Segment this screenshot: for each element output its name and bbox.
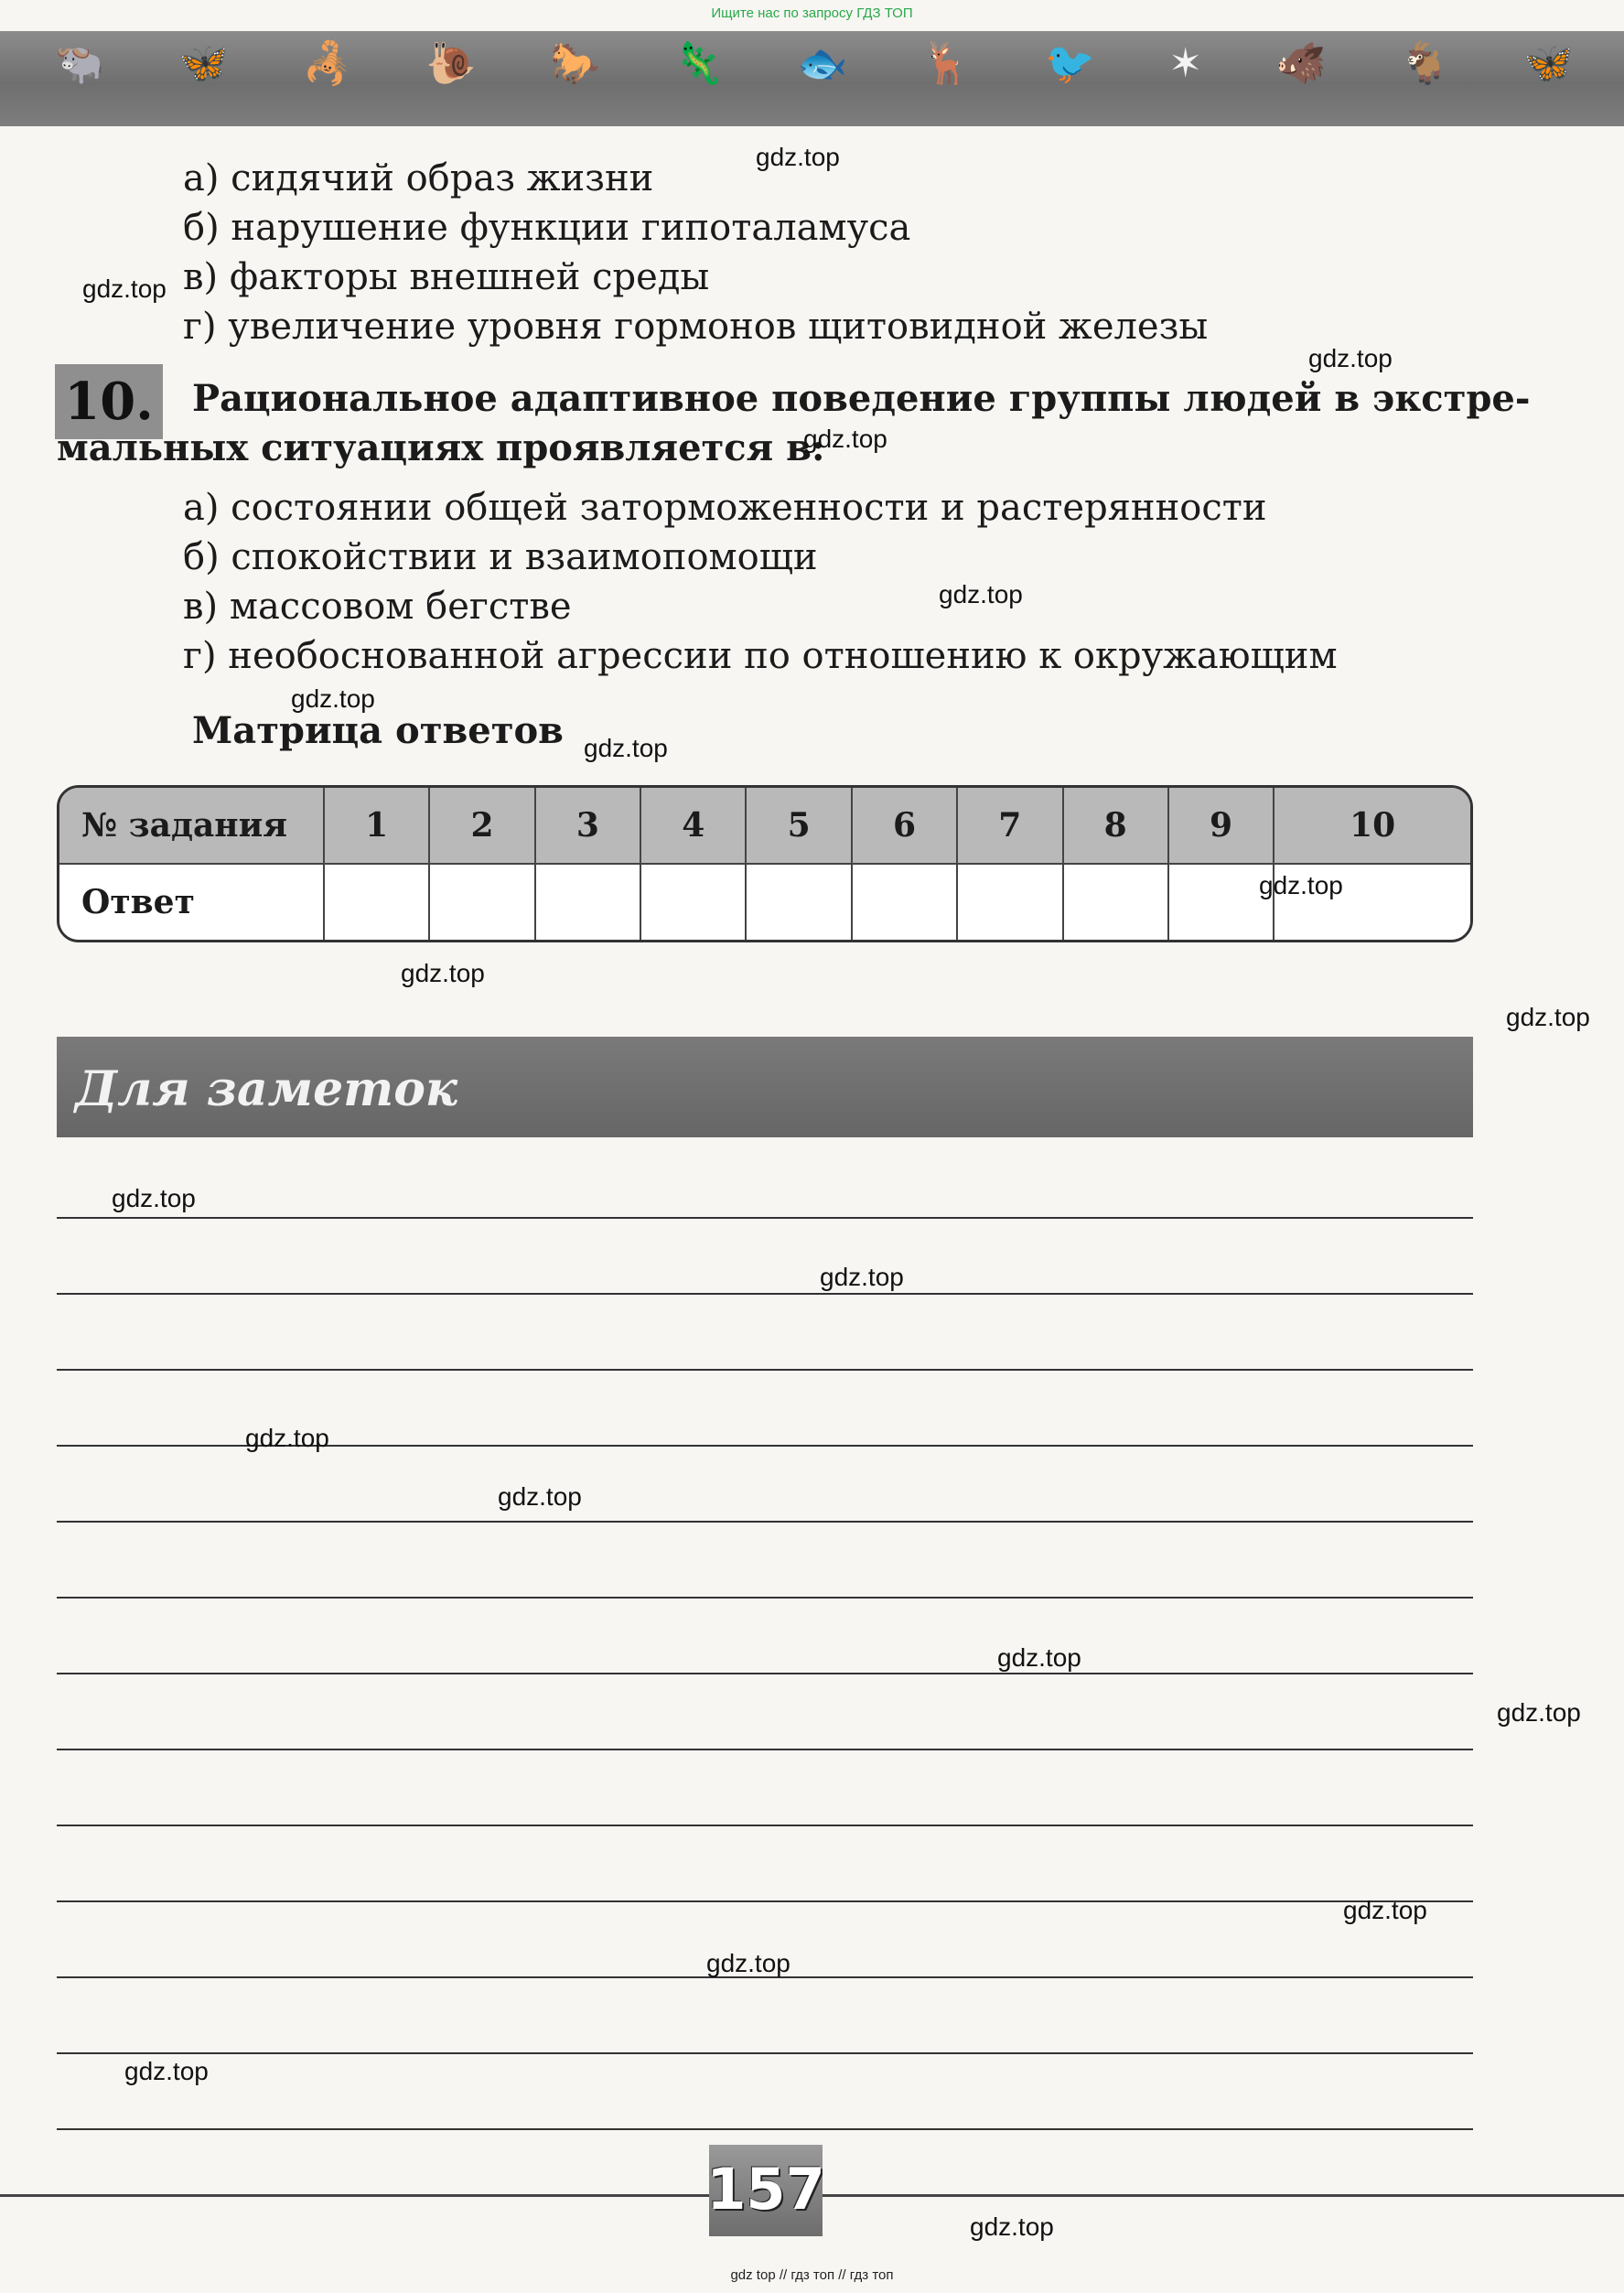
- watermark: gdz.top: [498, 1482, 582, 1511]
- note-line: [57, 2052, 1473, 2054]
- answer-cell-1[interactable]: [325, 865, 430, 940]
- scorpion-icon: 🦂: [302, 40, 353, 87]
- answer-cell-8[interactable]: [1064, 865, 1169, 940]
- watermark: gdz.top: [1343, 1896, 1427, 1924]
- q9-option-d: г) увеличение уровня гормонов щитовидной железы: [183, 306, 1209, 348]
- watermark: gdz.top: [803, 425, 887, 453]
- boar-icon: 🐗: [1275, 40, 1327, 87]
- note-line: [57, 1673, 1473, 1674]
- q9-option-a: а) сидячий образ жизни: [183, 157, 654, 199]
- task-number-2: 2: [430, 788, 535, 865]
- task-number-7: 7: [958, 788, 1063, 865]
- watermark: gdz.top: [756, 143, 840, 171]
- task-number-5: 5: [747, 788, 852, 865]
- answer-cell-3[interactable]: [536, 865, 641, 940]
- watermark: gdz.top: [245, 1424, 329, 1452]
- notes-title: Для заметок: [75, 1061, 458, 1117]
- horse-icon: 🐎: [550, 40, 600, 87]
- bottom-note: gdz top // гдз топ // гдз топ: [730, 2267, 894, 2283]
- watermark: gdz.top: [706, 1949, 790, 1977]
- task-number-1: 1: [325, 788, 430, 865]
- note-line: [57, 1597, 1473, 1599]
- butterfly-icon: 🦋: [178, 40, 230, 87]
- watermark: gdz.top: [112, 1184, 196, 1212]
- task-number-6: 6: [853, 788, 958, 865]
- note-line: [57, 1293, 1473, 1295]
- matrix-header-label: № задания: [59, 788, 325, 865]
- answer-cell-2[interactable]: [430, 865, 535, 940]
- q9-option-b: б) нарушение функции гипоталамуса: [183, 207, 911, 249]
- q10-option-a: а) состоянии общей заторможенности и растерянности: [183, 487, 1267, 529]
- watermark: gdz.top: [970, 2212, 1054, 2241]
- q10-text-line1: Рациональное адаптивное поведение группы людей в экстре-: [192, 377, 1531, 420]
- note-line: [57, 2128, 1473, 2130]
- dragonfly-icon: ✶: [1168, 40, 1203, 87]
- watermark: gdz.top: [401, 959, 485, 987]
- task-number-8: 8: [1064, 788, 1169, 865]
- matrix-title: Матрица ответов: [192, 709, 564, 752]
- q10-option-b: б) спокойствии и взаимопомощи: [183, 536, 818, 578]
- watermark: gdz.top: [584, 734, 668, 762]
- q10-option-c: в) массовом бегстве: [183, 586, 572, 628]
- task-number-4: 4: [641, 788, 747, 865]
- animal-icons-row: [55, 38, 1574, 90]
- matrix-header-row: [59, 788, 1470, 865]
- watermark: gdz.top: [1506, 1003, 1590, 1031]
- lizard-icon: 🦎: [673, 40, 725, 87]
- bison-icon: 🐃: [55, 40, 105, 87]
- q10-text-line2: мальных ситуациях проявляется в:: [57, 426, 825, 469]
- watermark: gdz.top: [1497, 1698, 1581, 1727]
- top-note: Ищите нас по запросу ГДЗ ТОП: [711, 5, 913, 21]
- page-number: 157: [706, 2155, 825, 2223]
- note-line: [57, 1217, 1473, 1219]
- watermark: gdz.top: [997, 1643, 1081, 1672]
- watermark: gdz.top: [82, 275, 167, 303]
- bird-icon: 🐦: [1045, 40, 1095, 87]
- watermark: gdz.top: [291, 684, 375, 713]
- matrix-answer-label: Ответ: [59, 865, 325, 940]
- watermark: gdz.top: [124, 2057, 209, 2085]
- snail-icon: 🐌: [425, 40, 477, 87]
- note-line: [57, 1900, 1473, 1902]
- note-line: [57, 1825, 1473, 1826]
- answer-cell-7[interactable]: [958, 865, 1063, 940]
- fish-icon: 🐟: [797, 40, 848, 87]
- note-line: [57, 1369, 1473, 1371]
- watermark: gdz.top: [939, 580, 1023, 608]
- answer-cell-6[interactable]: [853, 865, 958, 940]
- butterfly-icon: 🦋: [1523, 40, 1574, 87]
- note-line: [57, 1521, 1473, 1523]
- antelope-icon: 🐐: [1399, 40, 1450, 87]
- note-line: [57, 1749, 1473, 1750]
- q9-option-c: в) факторы внешней среды: [183, 256, 710, 298]
- task-number-10: 10: [1274, 788, 1470, 865]
- answer-cell-4[interactable]: [641, 865, 747, 940]
- watermark: gdz.top: [820, 1263, 904, 1291]
- question-number: 10.: [55, 364, 163, 439]
- answer-cell-5[interactable]: [747, 865, 852, 940]
- task-number-3: 3: [536, 788, 641, 865]
- watermark: gdz.top: [1259, 871, 1343, 899]
- deer-icon: 🦌: [920, 40, 972, 87]
- task-number-9: 9: [1169, 788, 1274, 865]
- watermark: gdz.top: [1308, 344, 1393, 372]
- q10-option-d: г) необоснованной агрессии по отношению к окружающим: [183, 635, 1338, 677]
- answer-matrix: [57, 785, 1473, 942]
